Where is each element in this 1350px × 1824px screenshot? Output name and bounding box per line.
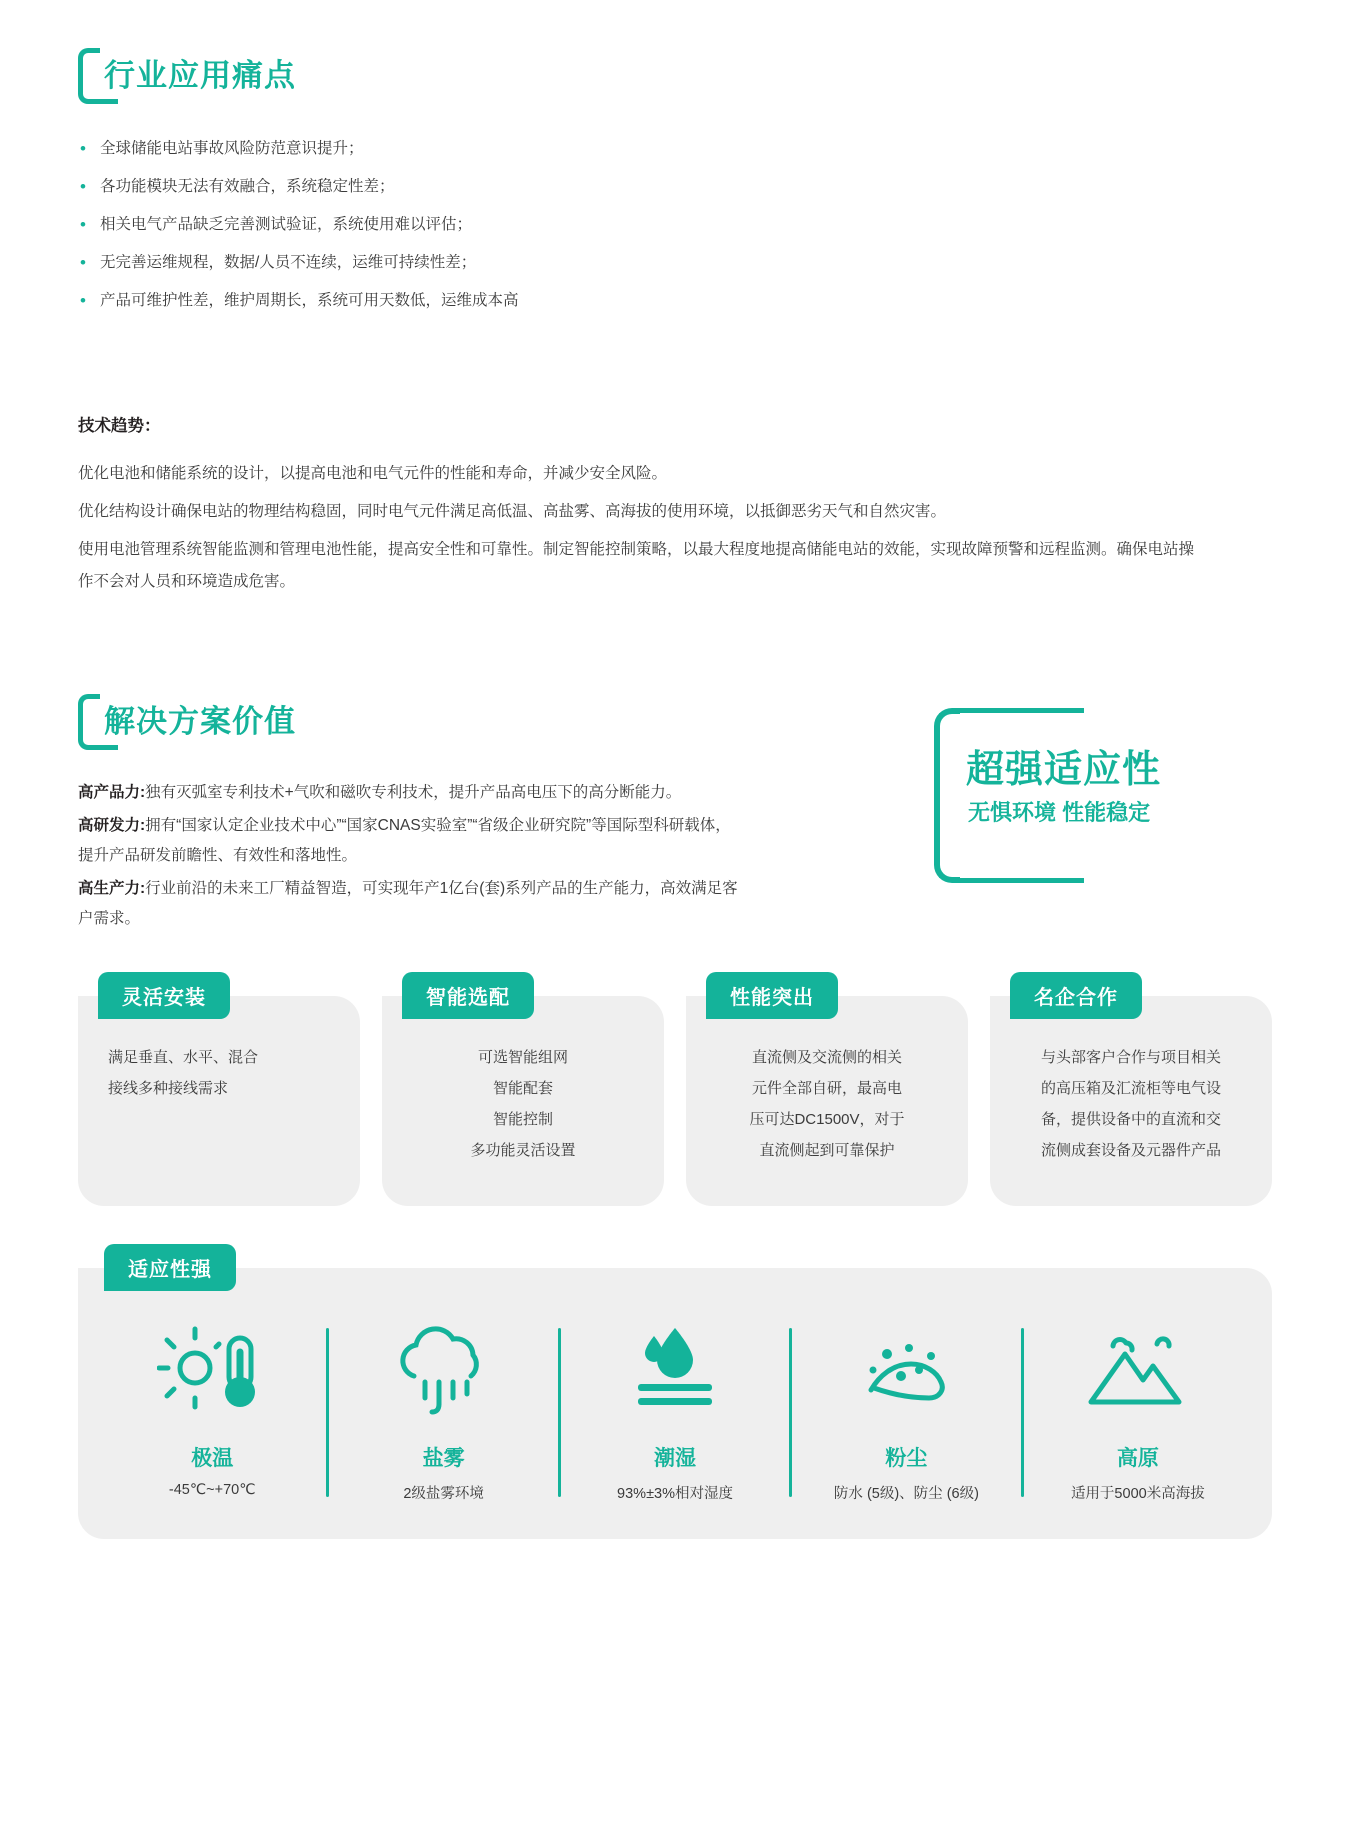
adaptability-title: 盐雾 (422, 1447, 465, 1470)
card-line: 直流侧及交流侧的相关 (751, 1049, 902, 1066)
card-line: 备，提供设备中的直流和交 (1040, 1111, 1221, 1128)
card-line: 智能配套 (492, 1080, 553, 1097)
adaptability-desc: 2级盐雾环境 (403, 1486, 484, 1502)
value-line-label: 高研发力: (78, 817, 146, 834)
card-line: 元件全部自研，最高电 (751, 1080, 902, 1097)
value-line-text: 独有灭弧室专利技术+气吹和磁吹专利技术，提升产品高电压下的高分断能力。 (145, 784, 682, 801)
adaptability-title: 粉尘 (885, 1447, 928, 1470)
pain-points-list (78, 130, 1272, 320)
value-line (78, 874, 738, 934)
value-line-text: 拥有“国家认定企业技术中心”“国家CNAS实验室”“省级企业研究院”等国际型科研载体，提升产品研发前瞻性、有效性和落地性。 (78, 817, 731, 864)
value-line (78, 778, 738, 808)
card-line: 直流侧起到可靠保护 (759, 1142, 895, 1159)
adaptability-desc: 93%±3%相对湿度 (617, 1486, 733, 1502)
value-line (78, 811, 738, 871)
feature-card (78, 987, 360, 1206)
adaptability-desc: -45℃~+70℃ (168, 1482, 256, 1498)
mountain-plateau-icon (1030, 1322, 1246, 1418)
humidity-drop-icon (567, 1322, 783, 1418)
card-line: 满足垂直、水平、混合 (108, 1049, 259, 1066)
card-tag: 名企合作 (1010, 972, 1142, 1019)
value-line-label: 高产品力: (78, 784, 146, 801)
badge-title: 超强适应性 (966, 749, 1162, 791)
value-line-label: 高生产力: (78, 880, 146, 897)
card-body (96, 1042, 342, 1104)
value-line-text: 行业前沿的未来工厂精益智造，可实现年产1亿台(套)系列产品的生产能力，高效满足客户需求。 (78, 880, 738, 927)
card-line: 流侧成套设备及元器件产品 (1040, 1142, 1221, 1159)
solution-value-section (78, 686, 1272, 934)
card-line: 压可达DC1500V，对于 (749, 1111, 905, 1128)
list-item: • 相关电气产品缺乏完善测试验证，系统使用难以评估； (78, 206, 1272, 244)
card-line: 智能控制 (492, 1111, 553, 1128)
trend-title: 技术趋势： (78, 417, 161, 435)
pain-points-heading (78, 40, 1272, 112)
adaptability-item (561, 1322, 789, 1503)
card-body (1008, 1042, 1254, 1166)
card-line: 多功能灵活设置 (470, 1142, 576, 1159)
card-line: 的高压箱及汇流柜等电气设 (1040, 1080, 1221, 1097)
adaptability-badge (934, 708, 1234, 883)
card-line: 可选智能组网 (477, 1049, 568, 1066)
card-tag: 灵活安装 (98, 972, 230, 1019)
adaptability-item (329, 1322, 557, 1503)
trend-paragraph: 优化电池和储能系统的设计，以提高电池和电气元件的性能和寿命，并减少安全风险。 (78, 465, 668, 482)
value-text-block (78, 778, 738, 934)
strip-tag: 适应性强 (104, 1244, 236, 1291)
card-body (400, 1042, 646, 1166)
card-line: 接线多种接线需求 (108, 1080, 229, 1097)
feature-card (382, 987, 664, 1206)
feature-card (990, 987, 1272, 1206)
document-page (0, 40, 1350, 1824)
dust-particle-icon (798, 1322, 1014, 1418)
trend-paragraph: 使用电池管理系统智能监测和管理电池性能，提高安全性和可靠性。制定智能控制策略，以最大程度地提高储能电站的效能，实现故障预警和远程监测。确保电站操作不会对人员和环境造成危害。 (78, 541, 1195, 590)
page-title: 行业应用痛点 (104, 58, 296, 93)
salt-fog-cloud-icon (335, 1322, 551, 1418)
adaptability-title: 潮湿 (654, 1447, 697, 1470)
feature-card (686, 987, 968, 1206)
adaptability-strip (78, 1259, 1272, 1539)
card-body (704, 1042, 950, 1166)
feature-card-row (78, 987, 1272, 1206)
card-tag: 智能选配 (402, 972, 534, 1019)
badge-subtitle: 无惧环境 性能稳定 (968, 800, 1151, 825)
adaptability-item (98, 1322, 326, 1503)
list-item: • 无完善运维规程，数据/人员不连续，运维可持续性差； (78, 244, 1272, 282)
sun-thermometer-icon (104, 1322, 320, 1418)
card-line: 与头部客户合作与项目相关 (1040, 1049, 1221, 1066)
adaptability-desc: 防水 (5级)、防尘 (6级) (833, 1486, 979, 1502)
section-title: 解决方案价值 (104, 704, 296, 739)
adaptability-title: 高原 (1116, 1447, 1159, 1470)
list-item: • 各功能模块无法有效融合，系统稳定性差； (78, 168, 1272, 206)
strip-items (98, 1322, 1252, 1503)
adaptability-desc: 适用于5000米高海拔 (1070, 1486, 1205, 1502)
card-tag: 性能突出 (706, 972, 838, 1019)
trend-paragraph: 优化结构设计确保电站的物理结构稳固，同时电气元件满足高低温、高盐雾、高海拔的使用环境，以抵御恶劣天气和自然灾害。 (78, 503, 947, 520)
list-item: • 产品可维护性差，维护周期长，系统可用天数低，运维成本高 (78, 282, 1272, 320)
technical-trend-block (78, 412, 1272, 598)
adaptability-item (1024, 1322, 1252, 1503)
list-item: • 全球储能电站事故风险防范意识提升； (78, 130, 1272, 168)
adaptability-title: 极温 (191, 1447, 234, 1470)
adaptability-item (792, 1322, 1020, 1503)
